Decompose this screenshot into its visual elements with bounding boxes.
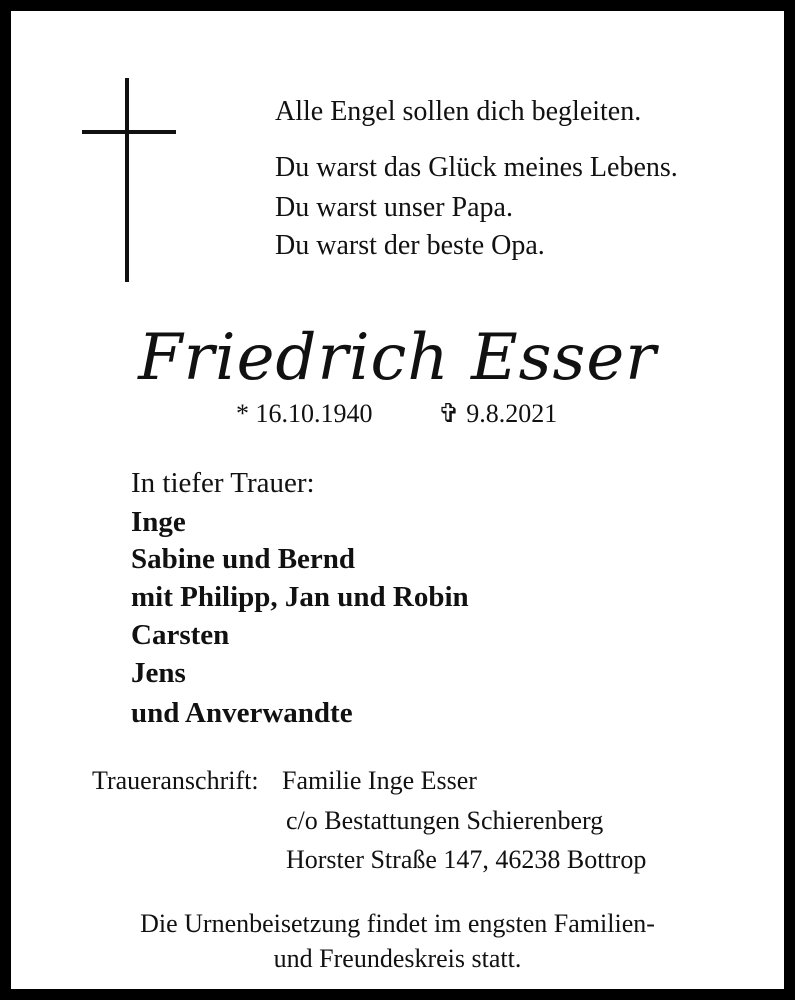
cross-icon [82,78,176,282]
verse-line-1: Alle Engel sollen dich begleiten. [275,96,642,127]
deceased-name: Friedrich Esser [138,321,657,395]
address-line-3: Horster Straße 147, 46238 Bottrop [286,845,647,874]
address-line-1: Familie Inge Esser [282,766,477,795]
mourning-intro: In tiefer Trauer: [131,467,315,499]
mourner-name: Inge [131,506,186,538]
mourner-name: und Anverwandte [131,697,353,729]
verse-line-2: Du warst das Glück meines Lebens. [275,152,678,183]
death-date: ✞ 9.8.2021 [438,399,558,428]
mourner-name: Carsten [131,619,230,651]
verse-line-4: Du warst der beste Opa. [275,230,545,261]
notice-line-2: und Freundeskreis statt. [273,944,522,973]
verse-line-3: Du warst unser Papa. [275,192,513,223]
address-line-2: c/o Bestattungen Schierenberg [286,806,604,835]
notice-line-1: Die Urnenbeisetzung findet im engsten Familien- [140,909,655,938]
mourner-name: Jens [131,657,186,689]
birth-date: * 16.10.1940 [236,399,373,428]
address-label: Traueranschrift: [92,766,259,795]
mourner-name: Sabine und Bernd [131,543,356,575]
mourner-name: mit Philipp, Jan und Robin [131,581,469,613]
